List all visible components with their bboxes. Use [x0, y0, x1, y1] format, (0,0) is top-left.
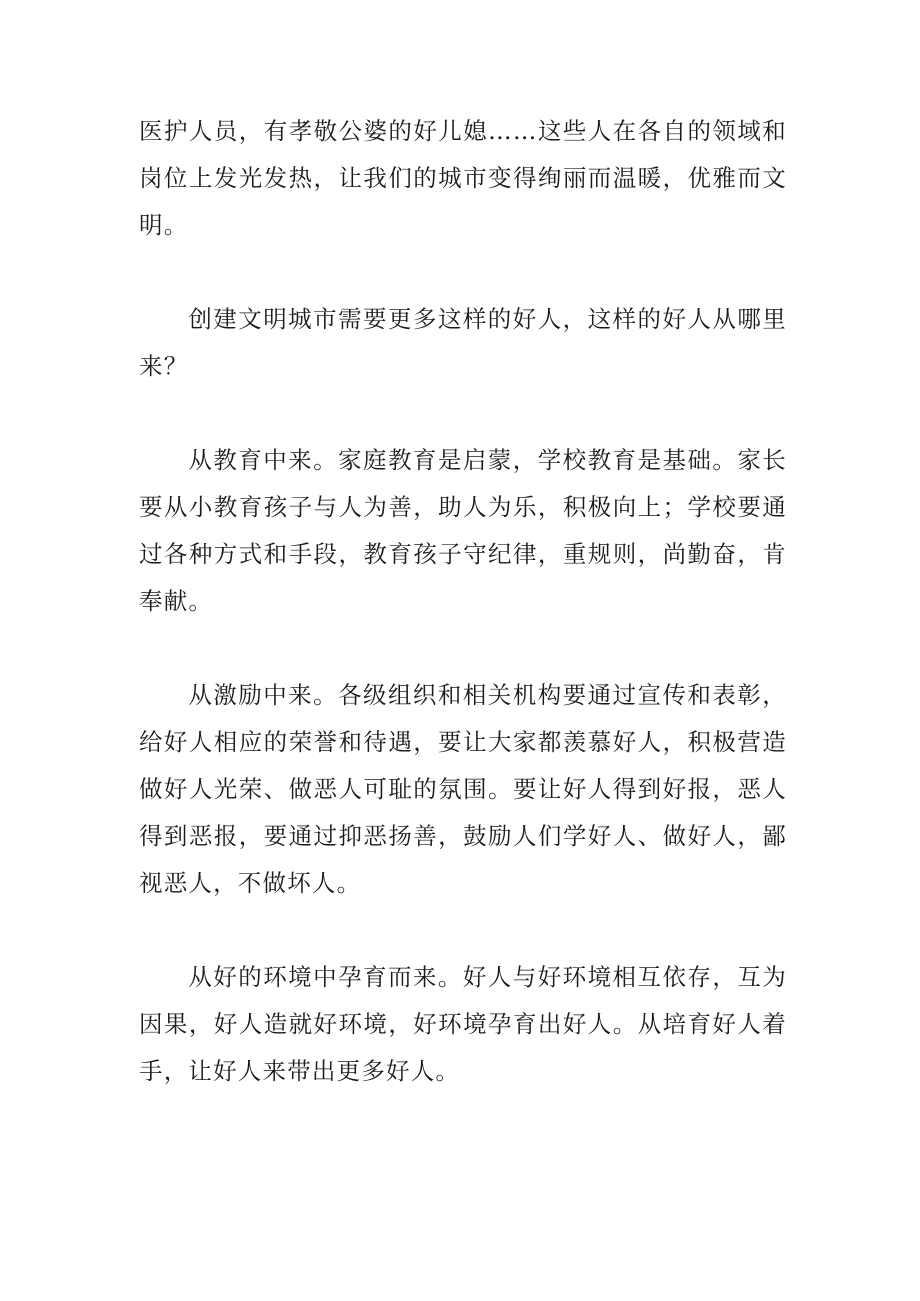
paragraph-question: 创建文明城市需要更多这样的好人，这样的好人从哪里来？ [139, 305, 787, 380]
paragraph-incentive: 从激励中来。各级组织和相关机构要通过宣传和表彰，给好人相应的荣誉和待遇，要让大家都羡慕好人，积极营造做好人光荣、做恶人可耻的氛围。要让好人得到好报，恶人得到恶报，要通过抑恶扬善，鼓励人们学好人、做好人，鄙视恶人，不做坏人。 [139, 681, 787, 897]
paragraph-environment: 从好的环境中孕育而来。好人与好环境相互依存，互为因果，好人造就好环境，好环境孕育出好人。从培育好人着手，让好人来带出更多好人。 [139, 963, 787, 1085]
paragraph-education: 从教育中来。家庭教育是启蒙，学校教育是基础。家长要从小教育孩子与人为善，助人为乐，积极向上；学校要通过各种方式和手段，教育孩子守纪律，重规则，尚勤奋，肯奉献。 [139, 446, 787, 615]
paragraph-continuation: 医护人员，有孝敬公婆的好儿媳……这些人在各自的领域和岗位上发光发热，让我们的城市变得绚丽而温暖，优雅而文明。 [139, 117, 787, 239]
document-body [139, 108, 787, 1142]
